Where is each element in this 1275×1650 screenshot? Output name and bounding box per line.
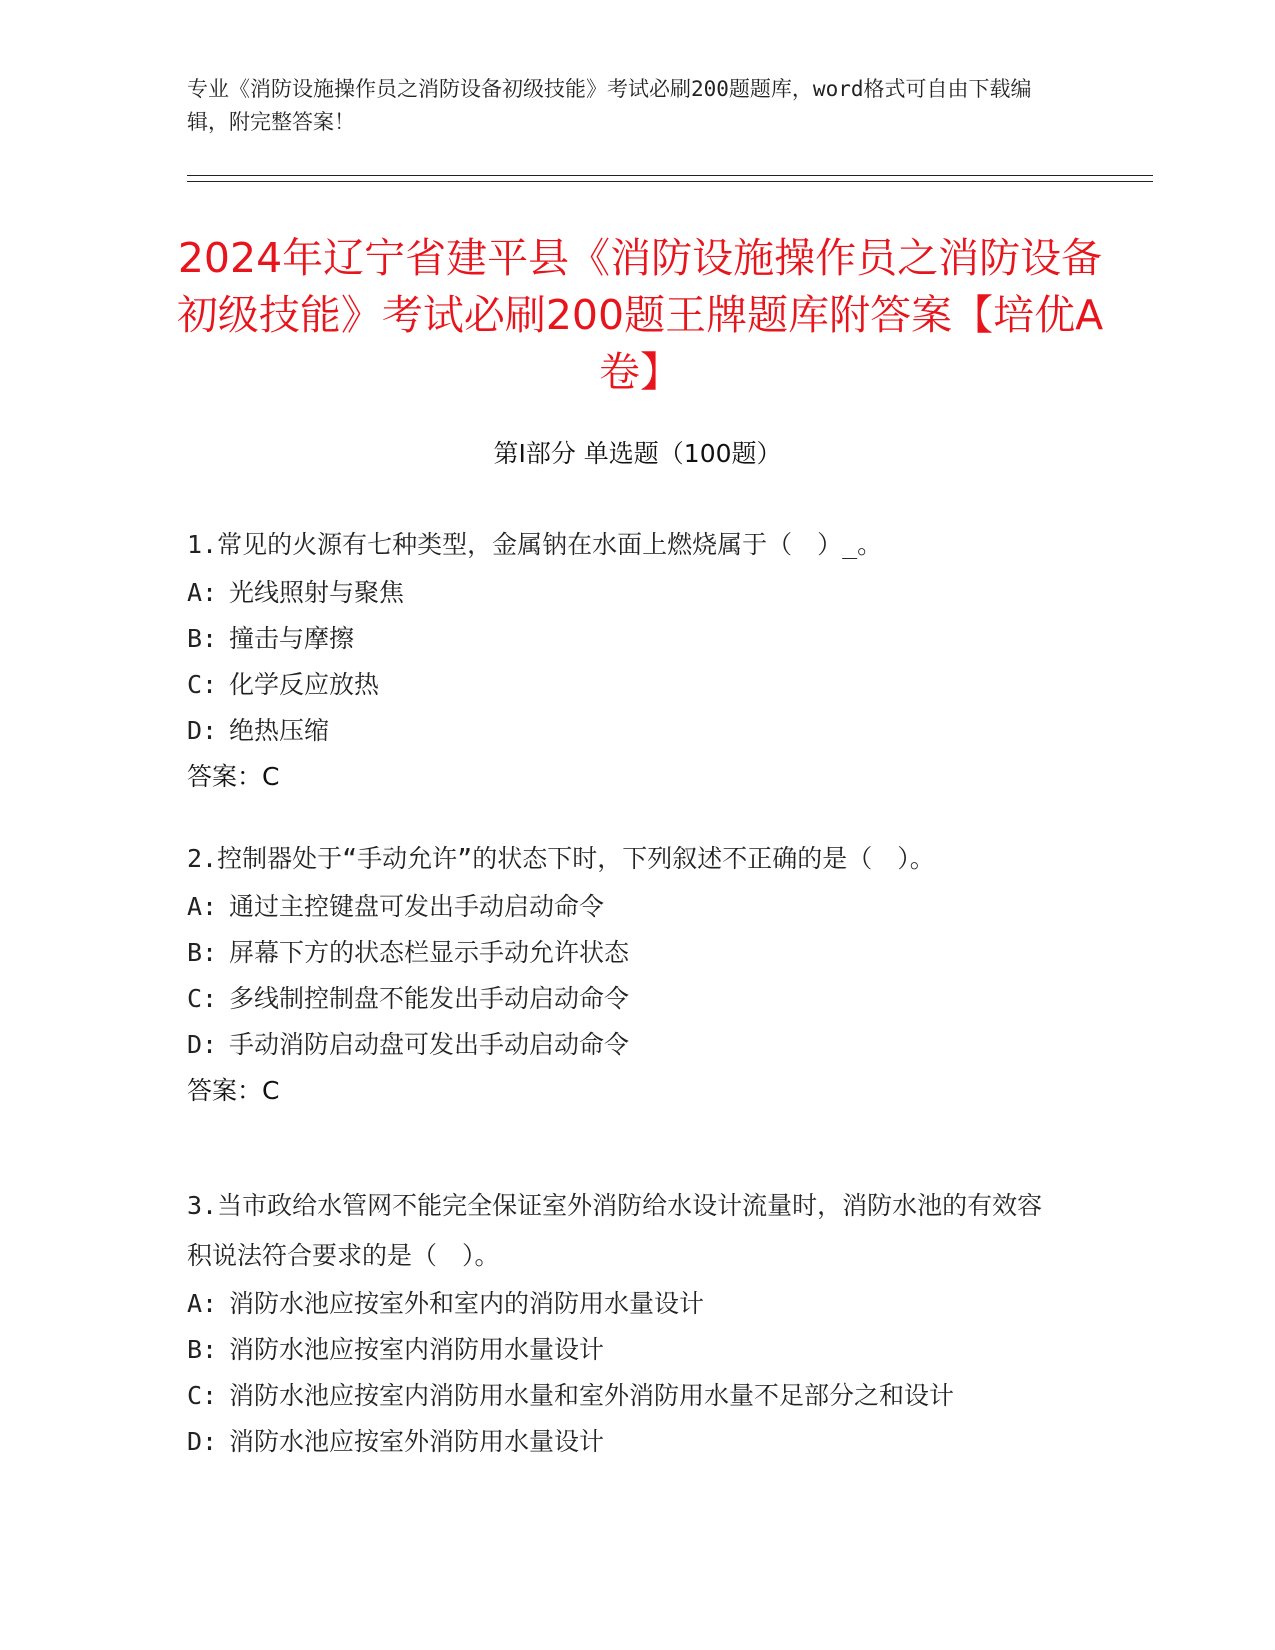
option-text: 消防水池应按室内消防用水量设计	[229, 1335, 605, 1364]
option-text: 通过主控键盘可发出手动启动命令	[229, 892, 605, 921]
option-d	[187, 1022, 1067, 1068]
option-text: 绝热压缩	[229, 716, 330, 745]
document-title: 2024年辽宁省建平县《消防设施操作员之消防设备初级技能》考试必刷200题王牌题库附答案【培优A卷】	[176, 234, 1104, 396]
option-key: D:	[187, 1030, 218, 1059]
option-d	[187, 1419, 1067, 1465]
option-c	[187, 976, 1067, 1022]
option-key: C:	[187, 670, 218, 699]
option-text: 撞击与摩擦	[229, 624, 355, 653]
option-text: 消防水池应按室外消防用水量设计	[229, 1427, 605, 1456]
option-text: 化学反应放热	[229, 670, 380, 699]
option-key: B:	[187, 624, 218, 653]
option-b	[187, 616, 1067, 662]
question-stem: 2.控制器处于“手动允许”的状态下时，下列叙述不正确的是（ ）。	[187, 844, 935, 873]
option-c	[187, 1373, 1067, 1419]
question-2	[187, 834, 1067, 1114]
option-key: C:	[187, 984, 218, 1013]
question-stem: 3.当市政给水管网不能完全保证室外消防给水设计流量时，消防水池的有效容积说法符合要求的是（ ）。	[187, 1191, 1043, 1270]
option-c	[187, 662, 1067, 708]
option-a	[187, 570, 1067, 616]
option-b	[187, 1327, 1067, 1373]
option-key: D:	[187, 1427, 218, 1456]
option-key: B:	[187, 1335, 218, 1364]
answer-line: 答案：C	[187, 1076, 280, 1105]
answer-line: 答案：C	[187, 762, 280, 791]
option-key: B:	[187, 938, 218, 967]
option-text: 手动消防启动盘可发出手动启动命令	[229, 1030, 630, 1059]
option-text: 消防水池应按室内消防用水量和室外消防用水量不足部分之和设计	[229, 1381, 955, 1410]
header-divider-top	[187, 175, 1153, 176]
option-text: 光线照射与聚焦	[229, 578, 405, 607]
option-key: A:	[187, 892, 218, 921]
option-key: A:	[187, 578, 218, 607]
option-text: 消防水池应按室外和室内的消防用水量设计	[229, 1289, 705, 1318]
question-stem: 1.常见的火源有七种类型，金属钠在水面上燃烧属于（ ）_。	[187, 530, 883, 559]
section-heading: 第I部分 单选题（100题）	[493, 439, 782, 468]
option-a	[187, 884, 1067, 930]
header-divider-bottom	[187, 181, 1153, 182]
question-1	[187, 520, 1067, 800]
option-text: 多线制控制盘不能发出手动启动命令	[229, 984, 630, 1013]
question-3	[187, 1181, 1067, 1465]
option-b	[187, 930, 1067, 976]
option-key: D:	[187, 716, 218, 745]
option-key: A:	[187, 1289, 218, 1318]
option-key: C:	[187, 1381, 218, 1410]
option-d	[187, 708, 1067, 754]
header-note: 专业《消防设施操作员之消防设备初级技能》考试必刷200题题库，word格式可自由下载编辑，附完整答案！	[187, 77, 1032, 134]
option-a	[187, 1281, 1067, 1327]
option-text: 屏幕下方的状态栏显示手动允许状态	[229, 938, 630, 967]
